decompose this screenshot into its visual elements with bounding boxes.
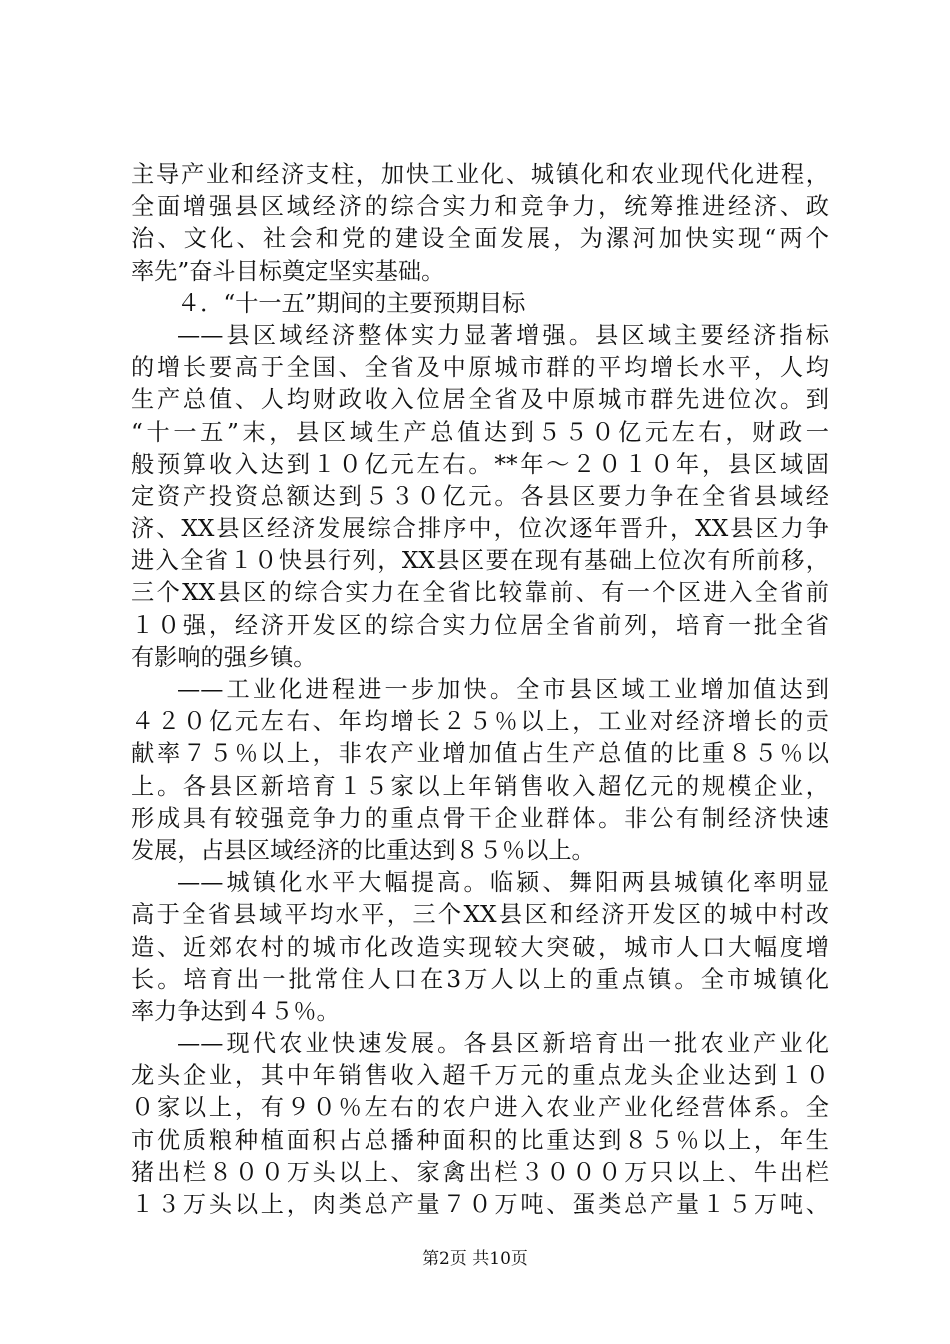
text-line: 形成具有较强竞争力的重点骨干企业群体。非公有制经济快速 [131,804,829,832]
document-body [131,159,829,1221]
text-line: 市优质粮种植面积占总播种面积的比重达到８５％以上，年生 [131,1126,829,1154]
text-line: 生产总值、人均财政收入位居全省及中原城市群先进位次。到 [131,386,829,414]
text-line: 的增长要高于全国、全省及中原城市群的平均增长水平，人均 [131,354,829,382]
text-line: １０强，经济开发区的综合实力位居全省前列，培育一批全省 [131,611,829,639]
text-line: 进入全省１０快县行列，XX县区要在现有基础上位次有所前移， [131,547,829,575]
text-line: 造、近郊农村的城市化改造实现较大突破，城市人口大幅度增 [131,933,829,961]
text-line: ——现代农业快速发展。各县区新培育出一批农业产业化 [177,1030,829,1058]
text-line: ０家以上，有９０％左右的农户进入农业产业化经营体系。全 [131,1094,829,1122]
text-line: ——县区域经济整体实力显著增强。县区域主要经济指标 [177,321,829,349]
text-line: 献率７５％以上，非农产业增加值占生产总值的比重８５％以 [131,740,829,768]
text-line: 全面增强县区域经济的综合实力和竞争力，统筹推进经济、政 [131,193,829,221]
text-line: ——城镇化水平大幅提高。临颍、舞阳两县城镇化率明显 [177,869,829,897]
text-line: １３万头以上，肉类总产量７０万吨、蛋类总产量１５万吨、 [131,1191,829,1218]
text-line: 发展，占县区域经济的比重达到８５％以上。 [131,836,595,864]
text-line: 济、XX县区经济发展综合排序中，位次逐年晋升，XX县区力争 [131,515,829,543]
text-line: ４．“十一五”期间的主要预期目标 [177,289,526,317]
text-line: 猪出栏８００万头以上、家禽出栏３０００万只以上、牛出栏 [131,1158,829,1186]
text-line: 龙头企业，其中年销售收入超千万元的重点龙头企业达到１０ [131,1062,829,1090]
text-line: 主导产业和经济支柱，加快工业化、城镇化和农业现代化进程， [131,161,829,188]
text-line: 率先”奋斗目标奠定坚实基础。 [131,257,445,285]
text-line: 长。培育出一批常住人口在3万人以上的重点镇。全市城镇化 [131,965,829,993]
text-line: 定资产投资总额达到５３０亿元。各县区要力争在全省县域经 [131,482,829,510]
text-line: 三个XX县区的综合实力在全省比较靠前、有一个区进入全省前 [131,579,829,607]
text-line: 高于全省县域平均水平，三个XX县区和经济开发区的城中村改 [131,901,829,929]
text-line: ４２０亿元左右、年均增长２５％以上，工业对经济增长的贡 [131,708,829,736]
text-line: 治、文化、社会和党的建设全面发展，为漯河加快实现“两个 [131,225,829,253]
text-line: “十一五”末，县区域生产总值达到５５０亿元左右，财政一 [131,418,829,446]
text-line: ——工业化进程进一步加快。全市县区域工业增加值达到 [177,676,829,703]
text-line: 上。各县区新培育１５家以上年销售收入超亿元的规模企业， [131,772,829,800]
text-line: 有影响的强乡镇。 [131,643,317,671]
page-footer [0,1244,950,1269]
text-line: 率力争达到４５％。 [131,997,340,1025]
page-number-label: 第2页 共10页 [422,1249,528,1269]
text-line: 般预算收入达到１０亿元左右。**年～２０１０年，县区域固 [131,450,829,478]
